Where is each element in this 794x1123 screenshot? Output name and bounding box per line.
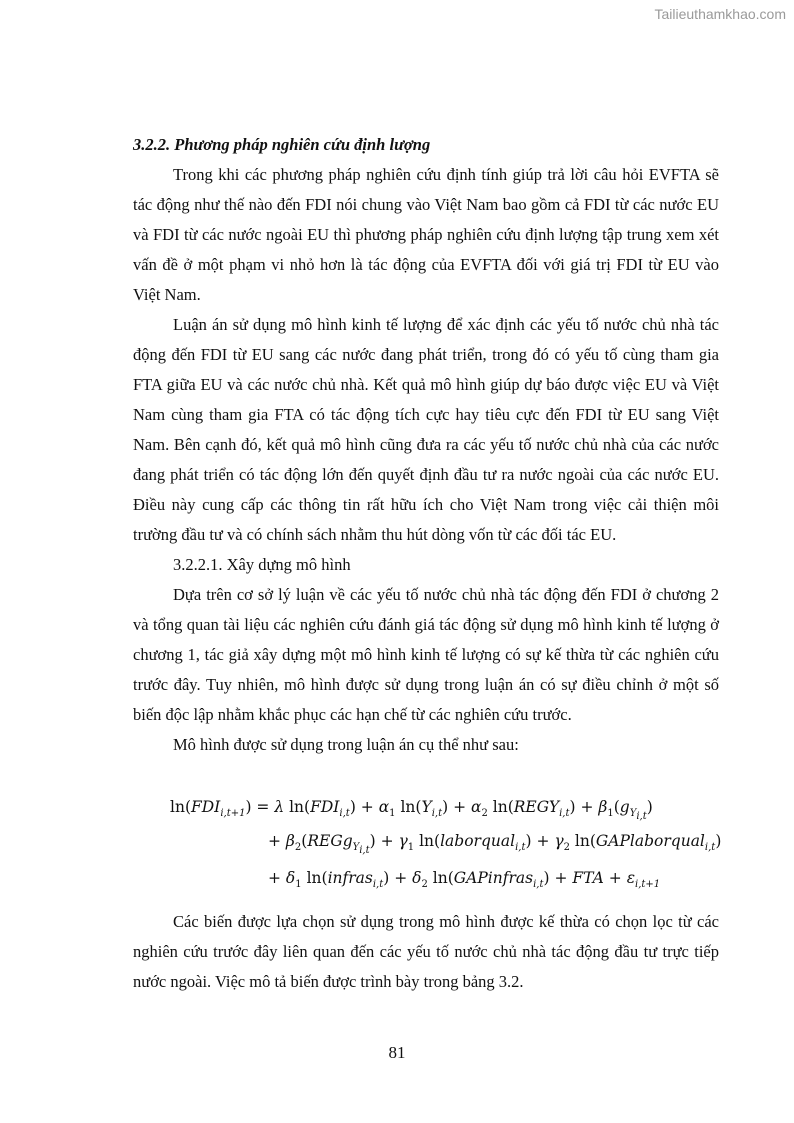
paragraph: Trong khi các phương pháp nghiên cứu định tính giúp trả lời câu hỏi EVFTA sẽ tác động như thế nào đến FDI nói chung vào Việt Nam bao gồm cả FDI từ các nước EU và FDI từ các nước ngoài EU thì phương pháp nghiên cứu định lượng tập trung xem xét vấn đề ở một phạm vi nhỏ hơn là tác động của EVFTA đối với giá trị FDI từ EU vào Việt Nam. xyxy=(133,165,719,304)
page-number: 81 xyxy=(388,1043,406,1062)
paragraph: Các biến được lựa chọn sử dụng trong mô hình được kế thừa có chọn lọc từ các nghiên cứu trước đây liên quan đến các yếu tố nước chủ nhà tác động đầu tư trực tiếp nước ngoài. Việc mô tả biến được trình bày trong bảng 3.2. xyxy=(133,912,719,991)
section-heading: 3.2.2. Phương pháp nghiên cứu định lượng xyxy=(133,135,431,154)
equation-line-1: $\ln(FDI_{i,t+1}) = \lambda$ $\ln(FDI_{i,t}) + \alpha_1$ $\ln(Y_{i,t}) + \alpha_2$ $\ln(REGY_{i,t}) + \beta_1(g_{Y_{i,t}})$ xyxy=(170,798,653,823)
paragraph-after-equation xyxy=(133,907,719,997)
paragraph: Dựa trên cơ sở lý luận về các yếu tố nước chủ nhà tác động đến FDI ở chương 2 và tổng quan tài liệu các nghiên cứu đánh giá tác động sử dụng mô hình kinh tế lượng ở chương 1, tác giả xây dựng một mô hình kinh tế lượng có sự kế thừa từ các nghiên cứu trước đây. Tuy nhiên, mô hình được sử dụng trong luận án có sự điều chỉnh ở một số biến độc lập nhằm khắc phục các hạn chế từ các nghiên cứu trước. xyxy=(133,585,719,724)
equation-line-3: + $\delta_1$ ln(infras$_{i,t}$) + $\delta_2$ ln(GAPinfras$_{i,t}$) + FTA + $\varepsilon_{i,t+1}$ xyxy=(268,869,661,891)
paragraph: Mô hình được sử dụng trong luận án cụ thể như sau: xyxy=(173,735,519,754)
paragraph: Luận án sử dụng mô hình kinh tế lượng để xác định các yếu tố nước chủ nhà tác động đến FDI từ EU sang các nước đang phát triển, trong đó có yếu tố cùng tham gia FTA giữa EU và các nước chủ nhà. Kết quả mô hình giúp dự báo được việc EU và Việt Nam cùng tham gia FTA có tác động tích cực hay tiêu cực đến FDI từ EU sang Việt Nam. Bên cạnh đó, kết quả mô hình cũng đưa ra các yếu tố nước chủ nhà của các nước đang phát triển có tác động lớn đến quyết định đầu tư ra nước ngoài của các nước EU. Điều này cung cấp các thông tin rất hữu ích cho Việt Nam trong việc cải thiện môi trường đầu tư và có chính sách nhằm thu hút dòng vốn từ các đối tác EU. xyxy=(133,315,719,544)
subsection-heading: 3.2.2.1. Xây dựng mô hình xyxy=(173,555,351,574)
equation-line-2: + $\beta_2(REGg_{Y_{i,t}}) + \gamma_1$ ln(laborqual$_{i,t}$) + $\gamma_2$ ln(GAPlaborqual$_{i,t}$) xyxy=(268,832,722,857)
watermark: Tailieuthamkhao.com xyxy=(654,6,786,22)
document-body xyxy=(133,130,719,760)
